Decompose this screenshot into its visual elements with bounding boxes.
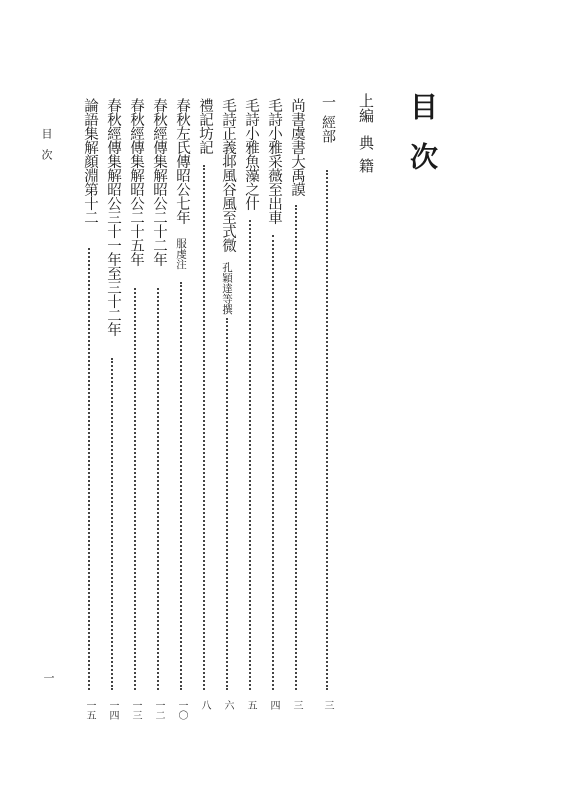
part-subtitle: 典籍 — [357, 135, 375, 181]
toc-page-number: 四 — [268, 700, 279, 710]
leader-dots — [295, 205, 297, 690]
leader-dots — [111, 358, 113, 690]
category-number: 一 — [320, 95, 336, 109]
part-heading — [356, 93, 377, 181]
toc-page-number: 一〇 — [176, 700, 187, 720]
toc-page-number: 五 — [245, 700, 256, 710]
page-title: 目次 — [406, 92, 439, 192]
category-heading — [318, 95, 338, 143]
toc-page-number: 一四 — [107, 700, 118, 720]
leader-dots — [326, 170, 328, 690]
toc-entry: 毛詩正義邶風谷風至式微 — [220, 98, 236, 252]
toc-entry: 春秋經傳集解昭公二十二年 — [151, 98, 167, 266]
part-label: 上編 — [357, 93, 375, 123]
category-page: 三 — [322, 700, 333, 710]
toc-entry: 毛詩小雅魚藻之什 — [243, 98, 259, 210]
toc-page-number: 八 — [199, 700, 210, 710]
toc-entry-note: 孔穎達等撰 — [221, 262, 233, 315]
leader-dots — [180, 282, 182, 690]
toc-page-number: 六 — [222, 700, 233, 710]
leader-dots — [272, 235, 274, 690]
folio: 一 — [42, 672, 55, 683]
leader-dots — [157, 288, 159, 690]
toc-page-number: 一五 — [84, 700, 95, 720]
toc-entry: 春秋左氏傳昭公七年 — [174, 98, 190, 224]
leader-dots — [88, 248, 90, 690]
toc-entry: 禮記坊記 — [197, 98, 213, 154]
category-label: 經部 — [320, 115, 336, 143]
toc-entry-note: 服虔注 — [175, 238, 187, 270]
toc-entry: 毛詩小雅采薇至出車 — [266, 98, 282, 224]
toc-entry: 春秋經傳集解昭公三十一年至三十二年 — [105, 98, 121, 336]
toc-page-number: 一三 — [130, 700, 141, 720]
toc-entry: 論語集解顔淵第十二 — [82, 98, 98, 224]
toc-page-number: 一二 — [153, 700, 164, 720]
toc-entry: 尚書虞書大禹謨 — [289, 98, 305, 196]
leader-dots — [134, 288, 136, 690]
leader-dots — [226, 318, 228, 690]
running-head: 目次 — [40, 128, 53, 170]
leader-dots — [249, 220, 251, 690]
toc-entry: 春秋經傳集解昭公二十五年 — [128, 98, 144, 266]
leader-dots — [203, 165, 205, 690]
toc-page-number: 三 — [291, 700, 302, 710]
